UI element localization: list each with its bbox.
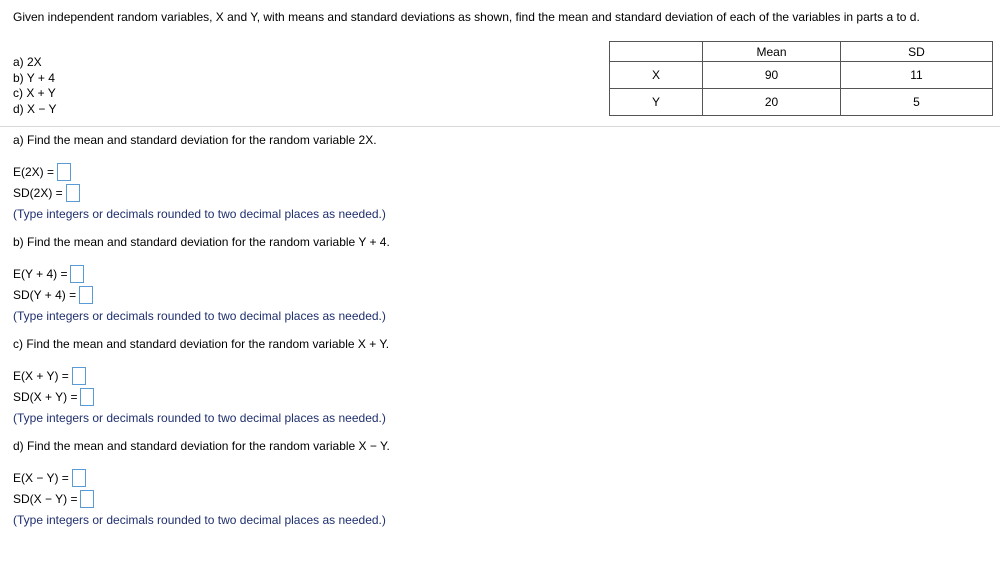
question-text: c) Find the mean and standard deviation for the random variable X + Y. xyxy=(13,337,390,351)
part-item: a) 2X xyxy=(13,55,42,69)
table-row xyxy=(610,62,993,89)
input-hint: (Type integers or decimals rounded to two decimal places as needed.) xyxy=(13,411,386,425)
parts-list xyxy=(13,55,56,117)
mean-answer-box[interactable] xyxy=(70,265,84,283)
part-item: d) X − Y xyxy=(13,101,57,116)
input-hint: (Type integers or decimals rounded to two decimal places as needed.) xyxy=(13,309,386,323)
sd-answer-box[interactable] xyxy=(80,388,94,406)
table-cell-variable: Y xyxy=(610,89,703,116)
question-text: d) Find the mean and standard deviation for the random variable X − Y. xyxy=(13,439,390,453)
table-cell-mean: 90 xyxy=(703,62,841,89)
mean-answer-box[interactable] xyxy=(72,469,86,487)
problem-statement: Given independent random variables, X and Y, with means and standard deviations as shown, find the mean and standard deviation of each of the variables in parts a to d. xyxy=(13,10,920,24)
sd-label: SD(X − Y) = xyxy=(13,492,78,506)
table-cell-variable: X xyxy=(610,62,703,89)
sd-label: SD(X + Y) = xyxy=(13,390,78,404)
section-divider xyxy=(0,126,1000,127)
table-cell-mean: 20 xyxy=(703,89,841,116)
part-item: b) Y + 4 xyxy=(13,70,55,85)
sd-answer-box[interactable] xyxy=(66,184,80,202)
table-cell-sd: 5 xyxy=(841,89,993,116)
table-header-sd: SD xyxy=(841,42,993,62)
mean-label: E(X + Y) = xyxy=(13,369,69,383)
mean-label: E(2X) = xyxy=(13,165,55,179)
sd-answer-line xyxy=(13,184,80,202)
table-row xyxy=(610,89,993,116)
table-header-row xyxy=(610,42,993,62)
mean-answer-line xyxy=(13,367,86,385)
mean-answer-line xyxy=(13,163,71,181)
table-header-cell xyxy=(610,42,703,62)
sd-label: SD(Y + 4) = xyxy=(13,288,77,302)
mean-answer-line xyxy=(13,265,84,283)
input-hint: (Type integers or decimals rounded to two decimal places as needed.) xyxy=(13,513,386,527)
mean-answer-box[interactable] xyxy=(72,367,86,385)
input-hint: (Type integers or decimals rounded to two decimal places as needed.) xyxy=(13,207,386,221)
question-text: a) Find the mean and standard deviation for the random variable 2X. xyxy=(13,133,377,147)
sd-answer-box[interactable] xyxy=(80,490,94,508)
sd-answer-box[interactable] xyxy=(79,286,93,304)
means-sd-table xyxy=(609,41,993,116)
sd-answer-line xyxy=(13,286,93,304)
table-header-mean: Mean xyxy=(703,42,841,62)
mean-answer-box[interactable] xyxy=(57,163,71,181)
part-item: c) X + Y xyxy=(13,86,56,100)
sd-label: SD(2X) = xyxy=(13,186,63,200)
question-text: b) Find the mean and standard deviation for the random variable Y + 4. xyxy=(13,235,390,249)
mean-answer-line xyxy=(13,469,86,487)
table-cell-sd: 11 xyxy=(841,62,993,89)
sd-answer-line xyxy=(13,490,94,508)
mean-label: E(X − Y) = xyxy=(13,471,69,485)
sd-answer-line xyxy=(13,388,94,406)
mean-label: E(Y + 4) = xyxy=(13,267,68,281)
